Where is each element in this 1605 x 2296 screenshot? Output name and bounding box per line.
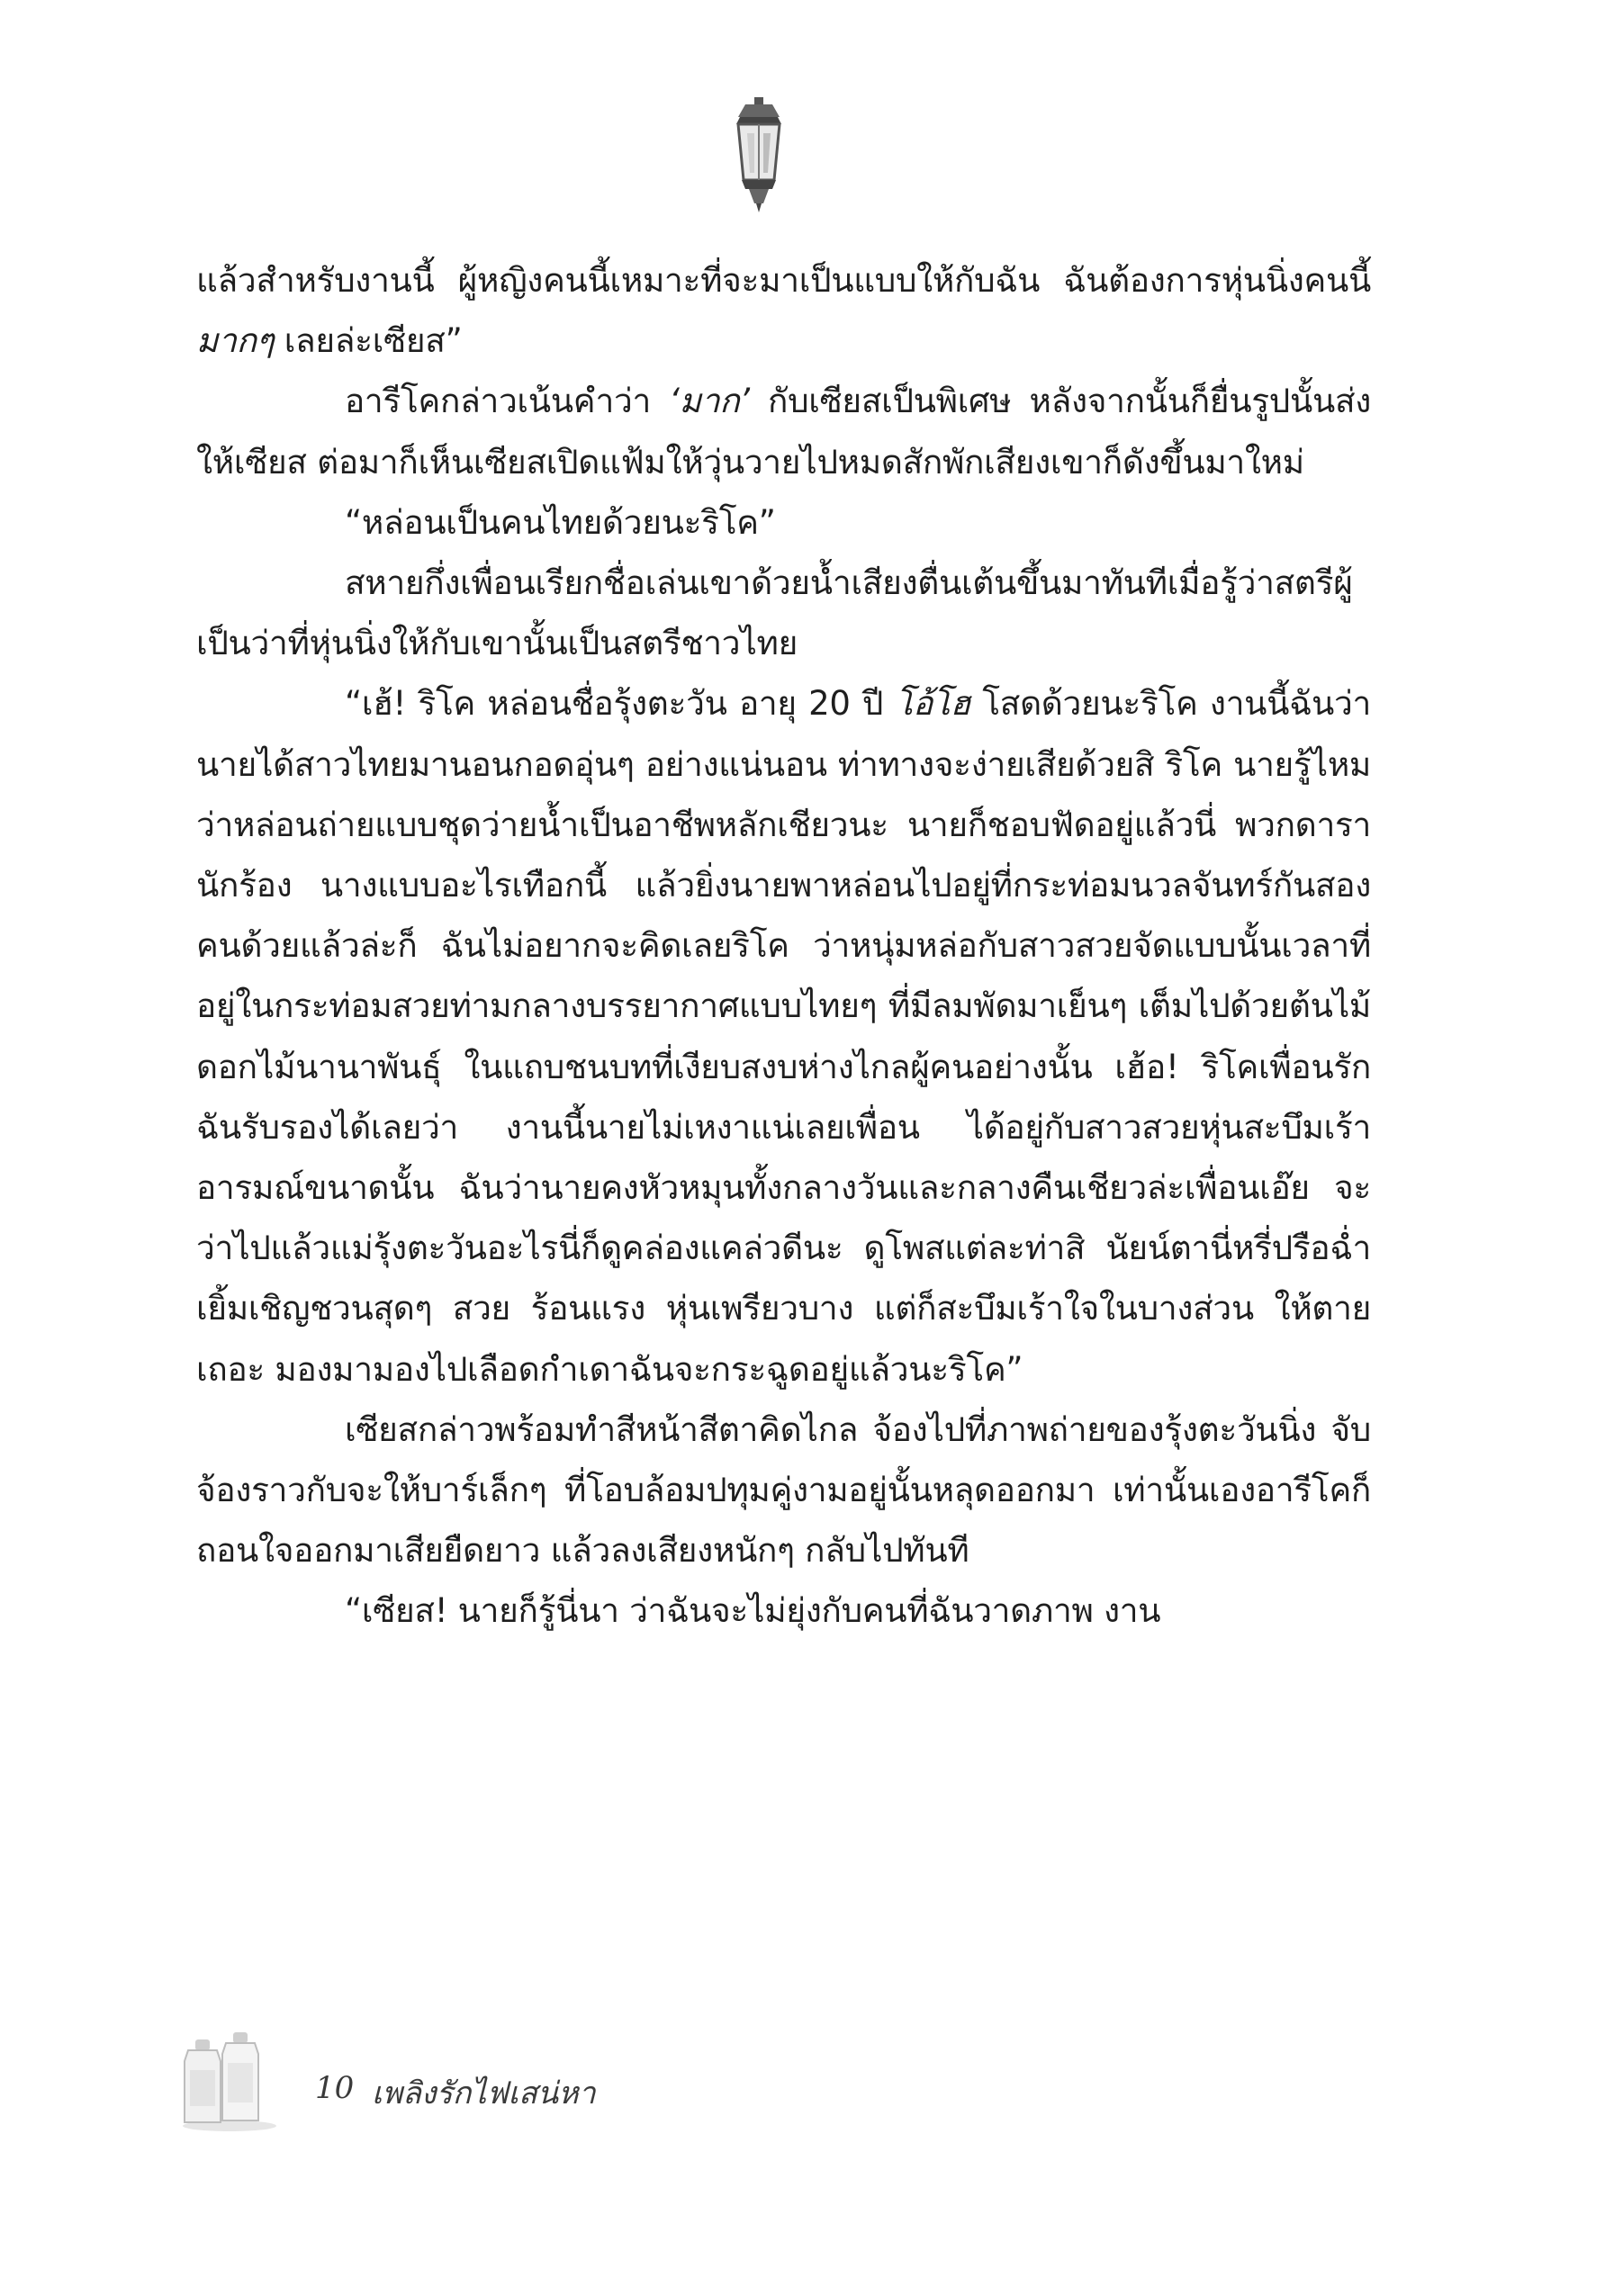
- paragraph: “หล่อนเป็นคนไทยด้วยนะริโค”: [345, 502, 776, 542]
- paragraph: “เซียส! นายก็รู้นี่นา ว่าฉันจะไม่ยุ่งกับคนที่ฉันวาดภาพ งาน: [345, 1591, 1161, 1631]
- text-run: เลยล่ะเซียส”: [274, 321, 463, 361]
- lantern-icon: [727, 97, 790, 214]
- paragraph: สหายกึ่งเพื่อนเรียกชื่อเล่นเขาด้วยน้ำเสียงตื่นเต้นขึ้นมาทันทีเมื่อรู้ว่าสตรีผู้เป็นว่าที่หุ่นนิ่งให้กับเขานั้นเป็นสตรีชาวไทย: [196, 563, 1353, 663]
- paragraph: [196, 673, 1371, 1399]
- emphasis-text: ‘มาก’: [669, 382, 750, 421]
- text-run: แล้วสำหรับงานนี้ ผู้หญิงคนนี้เหมาะที่จะมาเป็นแบบให้กับฉัน ฉันต้องการหุ่นนิ่งคนนี้: [196, 261, 1371, 300]
- paragraph: [196, 250, 1371, 371]
- book-title: เพลิงรักไฟเสน่หา: [372, 2075, 596, 2111]
- emphasis-text: โอ้โฮ: [895, 684, 970, 724]
- paragraph: [196, 371, 1371, 491]
- page-number: 10: [315, 2070, 355, 2106]
- text-run: โสดด้วยนะริโค งานนี้ฉันว่านายได้สาวไทยมานอนกอดอุ่นๆ อย่างแน่นอน ท่าทางจะง่ายเสียด้วยสิ ริโค นายรู้ไหมว่าหล่อนถ่ายแบบชุดว่ายน้ำเป็นอาชีพหลักเชียวนะ นายก็ชอบฟัดอยู่แล้วนี่ พวกดารา นักร้อง นางแบบอะไรเทือกนี้ แล้วยิ่งนายพาหล่อนไปอยู่ที่กระท่อมนวลจันทร์กันสองคนด้วยแล้วล่ะก็ ฉันไม่อยากจะคิดเลยริโค ว่าหนุ่มหล่อกับสาวสวยจัดแบบนั้นเวลาที่อยู่ในกระท่อมสวยท่ามกลางบรรยากาศแบบไทยๆ ที่มีลมพัดมาเย็นๆ เต็มไปด้วยต้นไม้ดอกไม้นานาพันธุ์ ในแถบชนบทที่เงียบสงบห่างไกลผู้คนอย่างนั้น เฮ้อ! ริโคเพื่อนรัก ฉันรับรองได้เลยว่า งานนี้นายไม่เหงาแน่เลยเพื่อน ได้อยู่กับสาวสวยหุ่นสะบึมเร้าอารมณ์ขนาดนั้น ฉันว่านายคงหัวหมุนทั้งกลางวันและกลางคืนเชียวล่ะเพื่อนเอ๊ย จะว่าไปแล้วแม่รุ้งตะวันอะไรนี่ก็ดูคล่องแคล่วดีนะ ดูโพสแต่ละท่าสิ นัยน์ตานี่หรี่ปรือฉ่ำเยิ้มเชิญชวนสุดๆ สวย ร้อนแรง หุ่นเพรียวบาง แต่ก็สะบึมเร้าใจในบางส่วน ให้ตายเถอะ มองมามองไปเลือดกำเดาฉันจะกระฉูดอยู่แล้วนะริโค”: [196, 684, 1371, 1389]
- text-run: กับเซียสเป็นพิเศษ หลังจากนั้นก็ยื่นรูปนั้นส่งให้เซียส ต่อมาก็เห็นเซียสเปิดแฟ้มให้วุ่นวายไปหมดสักพักเสียงเขาก็ดังขึ้นมาใหม่: [196, 382, 1372, 482]
- page-footer: [176, 2025, 716, 2142]
- bottles-icon: [176, 2025, 284, 2133]
- text-run: อารีโคกล่าวเน้นคำว่า: [345, 382, 670, 421]
- text-run: “เฮ้! ริโค หล่อนชื่อรุ้งตะวัน อายุ 20 ปี: [345, 684, 896, 724]
- emphasis-text: มากๆ: [196, 321, 275, 361]
- body-text: [196, 250, 1371, 1642]
- paragraph: เซียสกล่าวพร้อมทำสีหน้าสีตาคิดไกล จ้องไปที่ภาพถ่ายของรุ้งตะวันนิ่ง จับจ้องราวกับจะให้บาร์เล็กๆ ที่โอบล้อมปทุมคู่งามอยู่นั้นหลุดออกมา เท่านั้นเองอารีโคก็ถอนใจออกมาเสียยืดยาว แล้วลงเสียงหนักๆ กลับไปทันที: [196, 1409, 1371, 1571]
